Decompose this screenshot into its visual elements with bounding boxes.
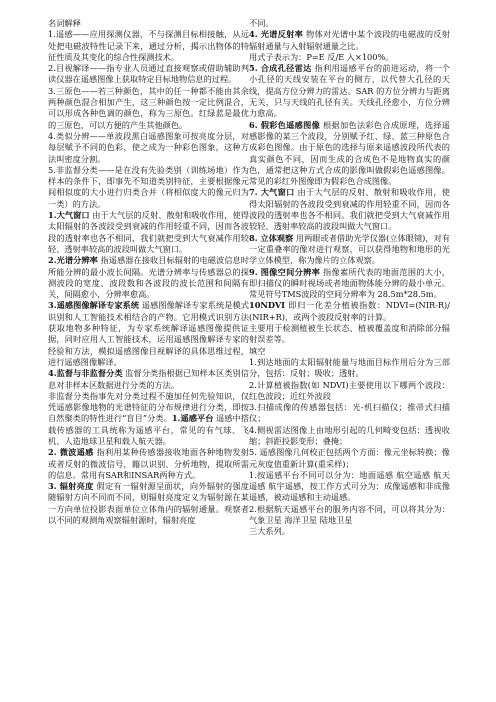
paragraph-text: 由于大气层的反射、散射和吸收作用，使得太阳辐射的各波段受到衰减的作用轻重不同，因而各波段的透射率也各不相同。我们就把受到大气衰减作用较轻、透射率较高的波段叫做大气窗口。 xyxy=(249,187,450,232)
paragraph-text: 遥感中搭载传感器的工具统称为遥感平台，常见的有气球、飞机、人造地球卫星和载人航天器。 xyxy=(48,413,250,446)
term-heading: 5. 合成孔径雷达 xyxy=(249,63,312,74)
paragraph-text: 即归一化差分植被指数：NDVI=(NIR-R)/(NIR+R)，或两个波段反射率的计算。 xyxy=(249,300,450,322)
left-paragraph xyxy=(48,63,249,86)
term-heading: 4. 光谱反射率 xyxy=(249,29,304,40)
left-paragraph xyxy=(48,86,249,131)
paragraph-text: 填空 xyxy=(249,345,266,356)
right-paragraph xyxy=(249,63,450,119)
paragraph-text: 5.非监督分类——是在没有先验类别（训练场地）作为样本的条件下，即事先不知道类别特征，主要根据像元间相似度的大小进行归类合并（将相似度大的像元归为一类）的方法。 xyxy=(48,164,249,209)
right-paragraph xyxy=(249,425,450,448)
paragraph-text: 由于大气层的反射、散射和吸收作用，使得太阳辐射的各波段受到衰减的作用轻重不同，因而各波段的透射率也各不相同，我们就把受到大气衰减作用较轻、透射率较高的波段叫做大气窗口。 xyxy=(48,210,249,254)
term-heading: 7. 大气窗口 xyxy=(249,187,295,198)
paragraph-text: 3.三原色——若三种颜色，其中的任一种都不能由其余两种颜色混合相加产生，这三种颜色按一定比例混合，可以形成各种色调的颜色，称为三原色。红绿蓝是最优的三原色，可以方便的产生其他颜色。 xyxy=(48,85,249,130)
term-heading: 2.光谱分辨率 xyxy=(48,255,98,266)
left-paragraph xyxy=(48,447,249,481)
paragraph-text: 1.遥感——应用探测仪器，不与探测目标相接触，从远处把电磁波特性记录下来，通过分析，揭示出物体的特征性质及其变化的综合性探测技术。 xyxy=(48,29,249,62)
right-paragraph xyxy=(249,187,450,232)
paragraph-text: 指遥感器在接收目标辐射的电磁波信息时所能分辨的最小波长间隔。光谱分辨率与传感器总的探测波段的宽度、波段数和各波段的波长范围和间隔有关，间隔愈小，分辨率愈高。 xyxy=(48,255,249,300)
paragraph-text: 主要用于检测植被生长状态、植被覆盖度和消除部分辐射误差等。 xyxy=(249,323,450,345)
paragraph-text: 指利用某种传感器接收地面各种地物发射或者反射的微波信号，籍以识别、分析地物，提取所需的信息。常用有SAR和INSAR两种方式。 xyxy=(48,447,249,480)
term-heading: 10NDVI xyxy=(249,300,286,311)
paragraph-text: 4.侧视雷达图像上由地形引起的几何畸变包括：透视收缩；斜距投影变形；叠掩； xyxy=(249,424,450,446)
right-paragraph xyxy=(249,323,450,346)
left-paragraph xyxy=(48,29,249,63)
right-paragraph xyxy=(249,120,450,188)
paragraph-text: 3.扫描成像的传感器包括：光-机扫描仪；推帚式扫描仪； xyxy=(249,402,450,424)
paragraph-text: 三大系列。 xyxy=(249,526,290,537)
right-paragraph xyxy=(249,346,450,357)
paragraph-text: 名词解释 xyxy=(48,18,81,28)
term-heading: 1.遥感平台 xyxy=(171,413,214,424)
term-heading: 3. 辐射亮度 xyxy=(48,481,94,492)
paragraph-text: 根据加色法彩色合成原理，选择遥感影像的某三个波段，分别赋予红、绿、蓝三种原色合成彩色图像。由于原色的选择与原来遥感波段所代表的真实颜色不同，因而生成的合成色不是地物真实的颜色，通常把这种方式合成的影像叫做假彩色遥感图像。常见的彩红外图像即为假彩色合成图像。 xyxy=(249,119,450,187)
paragraph-text: 用两眼或者借助光学仪器(立体眼镜)，对有一定重叠率的像对进行观察，可以获得地物和地形的光学立体模型，称为像片的立体观察。 xyxy=(249,232,450,266)
right-paragraph xyxy=(249,447,450,470)
paragraph-text: 监督分类指根据已知样本区类别信息对非样本区数据进行分类的方法。 xyxy=(48,368,249,390)
left-paragraph xyxy=(48,391,249,447)
term-heading: 6. 假彩色遥感图像 xyxy=(249,119,321,130)
right-paragraph xyxy=(249,402,450,425)
right-paragraph xyxy=(249,504,450,527)
paragraph-text: 不同。 xyxy=(249,18,274,28)
paragraph-text: 遥感图像解译专家系统是模式识别和人工智能技术相结合的产物。它用模式识别方法获取地物多种特征，为专家系统解译遥感图像提供证据，同时应用人工智能技术，运用遥感图像解译专家的经验和方法，模拟遥感图像目视解译的具体思维过程，进行遥感图像解译。 xyxy=(48,300,249,367)
left-paragraph xyxy=(48,131,249,165)
left-paragraph xyxy=(48,18,249,29)
paragraph-text: 假定有一辐射源呈面状，向外辐射的强度随辐射方向不同而不同，则辐射亮度定义为辐射源在某一方向单位投影表面单位立体角内的辐射通量。观察者以不同的观测角观察辐射源时，辐射亮度 xyxy=(48,481,249,526)
right-paragraph xyxy=(249,470,450,504)
term-heading: 9. 图像空间分辨率 xyxy=(249,266,321,277)
right-paragraph xyxy=(249,526,450,537)
term-heading: 8. 立体观察 xyxy=(249,232,294,243)
right-paragraph xyxy=(249,18,450,29)
paragraph-text: 非监督分类指事先对分类过程不施加任何先验知识，仅凭遥感影像地物的光谱特征的分布规律进行分类，即按自然聚类的特性进行“盲目”分类。 xyxy=(48,390,249,424)
term-heading: 2. 微波遥感 xyxy=(48,447,94,458)
left-paragraph xyxy=(48,481,249,526)
term-heading: 3.遥感图像解译专家系统 xyxy=(48,300,140,311)
paragraph-text: 1.到达地面的太阳辐射能量与地面目标作用后分为三部分，包括：反射；吸收；透射。 xyxy=(249,356,450,379)
right-column xyxy=(249,18,450,538)
right-paragraph xyxy=(249,380,450,403)
right-paragraph xyxy=(249,29,450,52)
left-paragraph xyxy=(48,165,249,210)
paragraph-text: 5. 遥感图像几何校正包括两个方面：像元坐标转换；像元灰度值重新计算(重采样)； xyxy=(249,447,450,469)
right-paragraph xyxy=(249,233,450,267)
paragraph-text: 指像素所代表的地面范围的大小，即扫描仪的瞬时视场或者地面物体能分辨的最小单元。常见符号TMS波段的空间分辨率为 28.5m*28.5m。 xyxy=(249,266,450,300)
paragraph-text: 1.按遥感平台不同可以分为：地面遥感 航空遥感 航天遥感 航宇遥感，按工作方式可分为：成像遥感和非成像遥感，被动遥感和主动遥感。 xyxy=(249,469,450,503)
left-paragraph xyxy=(48,255,249,300)
paragraph-text: 2.目视解译——指专业人员通过直接观察或借助辅助判读仪器在遥感图像上获取特定目标地物信息的过程。 xyxy=(48,63,249,85)
right-paragraph xyxy=(249,52,450,63)
paragraph-text: 4.类似分辨——单波段黑白遥感图象可按亮度分层，对每层赋予不同的色彩，使之成为一种彩色图象，这种方法叫密度分割。 xyxy=(48,130,249,164)
left-paragraph xyxy=(48,210,249,255)
paragraph-text: 指利用遥感平台的前进运动，将一个小孔径的天线安装在平台的侧方，以代替大孔径的天线，提高方位分辨力的雷达。SAR 的方位分辨力与距离无关，只与天线的孔径有关。天线孔径愈小，方位分辨力愈高。 xyxy=(249,63,450,119)
paragraph-text: 2.根据航天遥感平台的服务内容不同，可以将其分为：气象卫星 海洋卫星 陆地卫星 xyxy=(249,503,450,526)
term-heading: 1.大气窗口 xyxy=(48,210,90,221)
left-paragraph xyxy=(48,368,249,391)
paragraph-text: 2.计算植被指数(如 NDVI)主要使用以下哪两个波段： 红色波段；近红外波段 xyxy=(249,379,450,401)
left-column xyxy=(48,18,249,526)
left-paragraph xyxy=(48,300,249,368)
term-heading: 4.监督与非监督分类 xyxy=(48,368,123,379)
right-paragraph xyxy=(249,300,450,323)
right-paragraph xyxy=(249,267,450,301)
paragraph-text: 用式子表示为：P=E 反/E 入×100%。 xyxy=(249,51,394,62)
paragraph-text: 物体对光谱中某个波段的电磁波的反射辐射通量与入射辐射通量之比。 xyxy=(249,29,450,51)
right-paragraph xyxy=(249,357,450,380)
